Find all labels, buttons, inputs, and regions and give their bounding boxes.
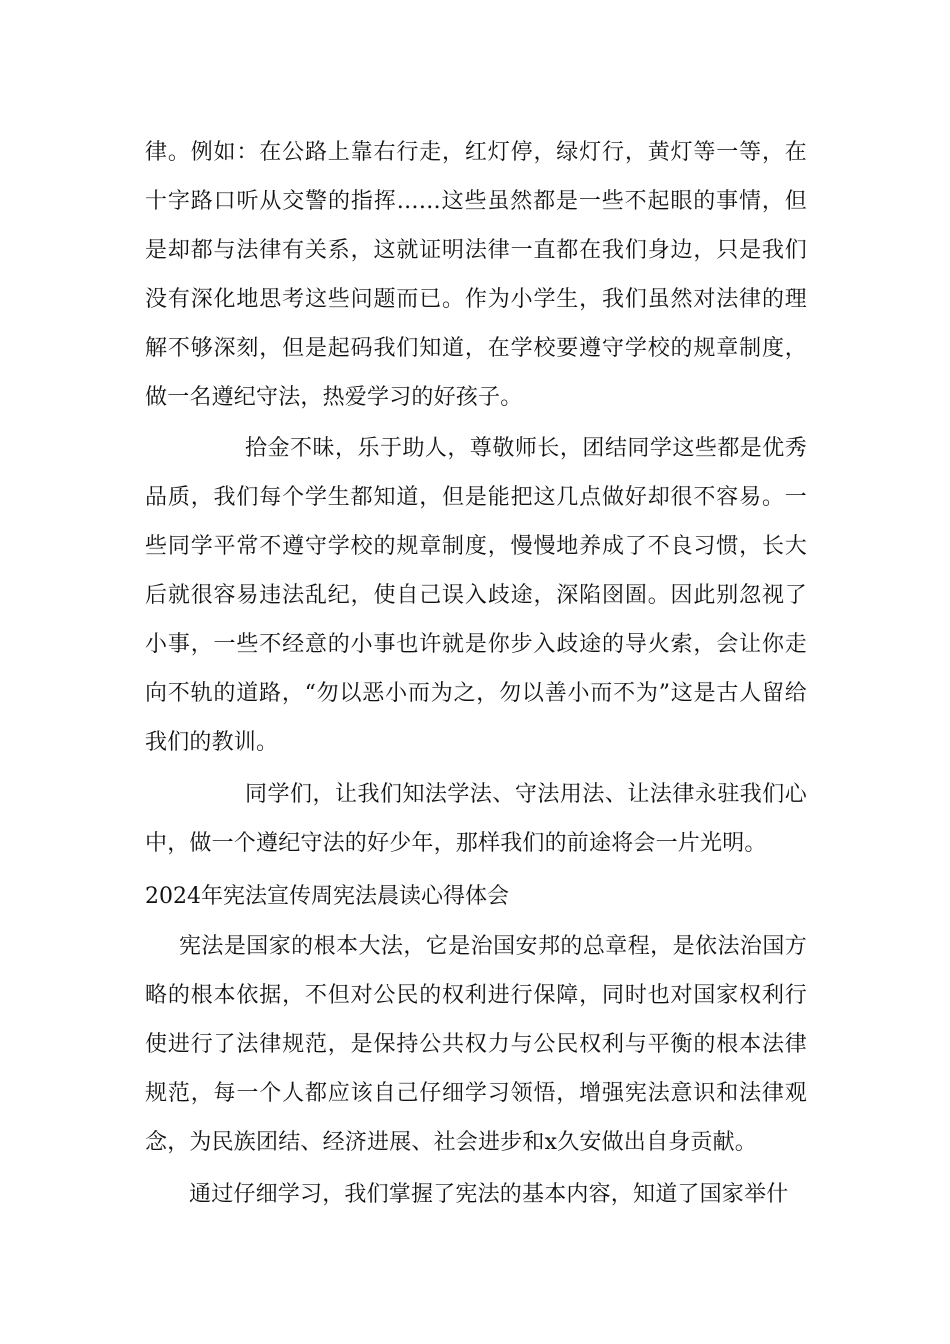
body-paragraph: 同学们，让我们知法学法、守法用法、让法律永驻我们心中，做一个遵纪守法的好少年，那样我们的前途将会一片光明。 — [145, 782, 807, 856]
body-paragraph: 拾金不昧，乐于助人，尊敬师长，团结同学这些都是优秀品质，我们每个学生都知道，但是能把这几点做好却很不容易。一些同学平常不遵守学校的规章制度，慢慢地养成了不良习惯，长大后就很容易违法乱纪，使自己误入歧途，深陷囹圄。因此别忽视了小事，一些不经意的小事也许就是你步入歧途的导火索，会让你走向不轨的道路，“勿以恶小而为之，勿以善小而不为”这是古人留给我们的教训。 — [145, 436, 807, 755]
body-paragraph: 律。例如：在公路上靠右行走，红灯停，绿灯行，黄灯等一等，在十字路口听从交警的指挥……这些虽然都是一些不起眼的事情，但是却都与法律有关系，这就证明法律一直都在我们身边，只是我们没有深化地思考这些问题而已。作为小学生，我们虽然对法律的理解不够深刻，但是起码我们知道，在学校要遵守学校的规章制度，做一名遵纪守法，热爱学习的好孩子。 — [145, 140, 807, 410]
body-paragraph: 宪法是国家的根本大法，它是治国安邦的总章程，是依法治国方略的根本依据，不但对公民的权利进行保障，同时也对国家权利行使进行了法律规范，是保持公共权力与公民权利与平衡的根本法律规范，每一个人都应该自己仔细学习领悟，增强宪法意识和法律观念，为民族团结、经济进展、社会进步和x久安做出自身贡献。 — [145, 934, 807, 1155]
section-heading: 2024年宪法宣传周宪法晨读心得体会 — [145, 884, 509, 909]
body-paragraph: 通过仔细学习，我们掌握了宪法的基本内容，知道了国家举什 — [189, 1182, 789, 1207]
